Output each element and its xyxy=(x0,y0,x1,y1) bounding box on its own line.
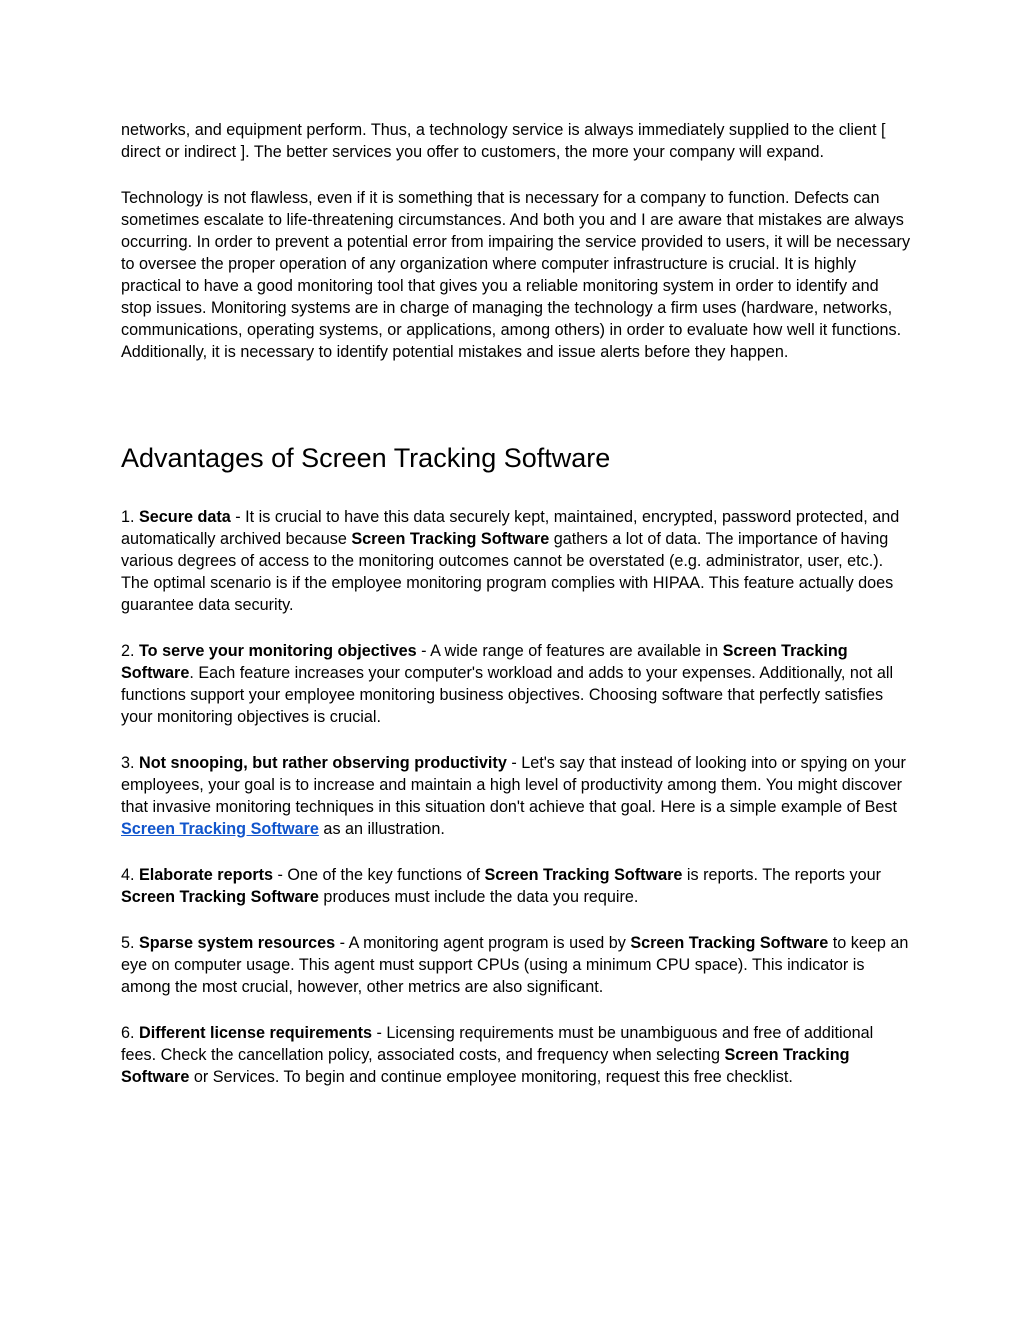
item-title: To serve your monitoring objectives xyxy=(139,642,417,660)
list-item-sparse-resources xyxy=(121,932,911,998)
spacer xyxy=(121,908,911,932)
list-item-secure-data xyxy=(121,506,911,616)
item-title: Sparse system resources xyxy=(139,934,336,952)
list-item-elaborate-reports xyxy=(121,864,911,908)
item-text: - Licensing requirements must be unambiguous and free of additional fees. Check the cancellation policy, associated costs, and frequency when selecting xyxy=(121,1024,874,1064)
list-item-observing-productivity xyxy=(121,752,911,840)
item-text: produces must include the data you require. xyxy=(318,888,639,906)
item-title: Secure data xyxy=(139,508,231,526)
spacer xyxy=(121,840,911,864)
item-number: 2. xyxy=(121,642,139,660)
item-bold-term: Screen Tracking Software xyxy=(351,530,550,548)
item-number: 1. xyxy=(121,508,139,526)
item-number: 4. xyxy=(121,866,139,884)
section-heading: Advantages of Screen Tracking Software xyxy=(121,443,611,473)
item-text: or Services. To begin and continue employee monitoring, request this free checklist. xyxy=(189,1068,793,1086)
item-text: gathers a lot of data. The importance of having various degrees of access to the monitoring outcomes cannot be overstated (e.g. administrator, user, etc.). The optimal scenario is if the employee monitoring program complies with HIPAA. This feature actually does guarantee data security. xyxy=(121,530,894,614)
item-text: is reports. The reports your xyxy=(682,866,881,884)
item-number: 5. xyxy=(121,934,139,952)
spacer xyxy=(121,163,911,187)
spacer xyxy=(121,476,911,506)
item-title: Elaborate reports xyxy=(139,866,274,884)
item-text: - A monitoring agent program is used by xyxy=(335,934,631,952)
item-title: Different license requirements xyxy=(139,1024,372,1042)
spacer xyxy=(121,998,911,1022)
item-bold-term: Screen Tracking Software xyxy=(121,888,319,906)
item-title: Not snooping, but rather observing productivity xyxy=(139,754,507,772)
item-number: 3. xyxy=(121,754,139,772)
item-text: - A wide range of features are available in xyxy=(416,642,723,660)
item-bold-term: Screen Tracking Software xyxy=(484,866,683,884)
intro-paragraph-2: Technology is not flawless, even if it is something that is necessary for a company to function. Defects can sometimes escalate to life-threatening circumstances. And both you and I are aware that mistakes are always occurring. In order to prevent a potential error from impairing the service provided to users, it will be necessary to oversee the proper operation of any organization where computer infrastructure is crucial. It is highly practical to have a good monitoring tool that gives you a reliable monitoring system in order to identify and stop issues. Monitoring systems are in charge of managing the technology a firm uses (hardware, networks, communications, operating systems, or applications, among others) in order to evaluate how well it functions. Additionally, it is necessary to identify potential mistakes and issue alerts before they happen. xyxy=(121,189,911,361)
item-number: 6. xyxy=(121,1024,139,1042)
spacer xyxy=(121,616,911,640)
item-text: - It is crucial to have this data securely kept, maintained, encrypted, password protected, and automatically archived because xyxy=(121,508,900,548)
item-text: . Each feature increases your computer's workload and adds to your expenses. Additionally, not all functions support your employee monitoring business objectives. Choosing software that perfectly satisfies your monitoring objectives is crucial. xyxy=(121,664,894,726)
item-text: to keep an eye on computer usage. This agent must support CPUs (using a minimum CPU space). This indicator is among the most crucial, however, other metrics are also significant. xyxy=(121,934,909,996)
item-text: as an illustration. xyxy=(318,820,445,838)
screen-tracking-software-link[interactable]: Screen Tracking Software xyxy=(121,820,319,838)
spacer xyxy=(121,363,911,440)
item-bold-term: Screen Tracking Software xyxy=(630,934,829,952)
document-page xyxy=(121,119,911,1088)
list-item-monitoring-objectives xyxy=(121,640,911,728)
item-text: - One of the key functions of xyxy=(273,866,485,884)
item-bold-term: Screen Tracking Software xyxy=(121,1046,850,1086)
list-item-license-requirements xyxy=(121,1022,911,1088)
intro-paragraph-1: networks, and equipment perform. Thus, a technology service is always immediately supplied to the client [ direct or indirect ]. The better services you offer to customers, the more your company will expand. xyxy=(121,121,886,161)
item-text: - Let's say that instead of looking into or spying on your employees, your goal is to increase and maintain a high level of productivity among them. You might discover that invasive monitoring techniques in this situation don't achieve that goal. Here is a simple example of Best xyxy=(121,754,906,816)
item-bold-term: Screen Tracking Software xyxy=(121,642,848,682)
spacer xyxy=(121,728,911,752)
